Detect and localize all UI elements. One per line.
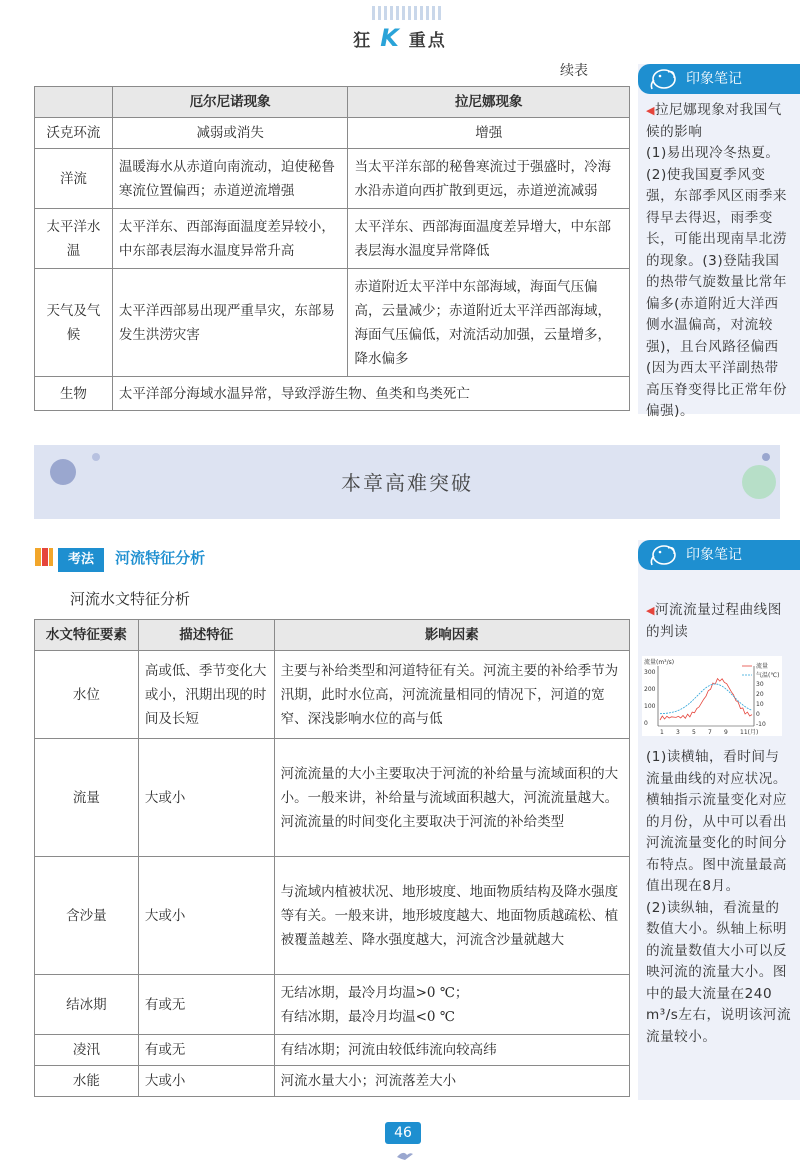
table-cell: 减弱或消失 [112, 118, 348, 149]
x-tick-label: 5 [692, 729, 696, 736]
row-label: 结冰期 [35, 975, 139, 1035]
table-header: 厄尔尼诺现象 [112, 87, 348, 118]
el-nino-la-nina-table [34, 86, 630, 411]
table-row [35, 651, 630, 739]
cell-line: 无结冰期，最冷月均温>0 ℃； [280, 984, 469, 1001]
row-label: 水能 [35, 1066, 139, 1097]
table-cell: 太平洋西部易出现严重旱灾，东部易发生洪涝灾害 [112, 269, 348, 377]
table-row [35, 149, 630, 209]
table-cell: 大或小 [138, 857, 274, 975]
triangle-icon: ◀ [646, 104, 655, 117]
triangle-icon: ◀ [646, 604, 655, 617]
table-cell: 大或小 [138, 739, 274, 857]
y-tick-label: 200 [644, 686, 656, 693]
chapter-banner-title: 本章高难突破 [341, 471, 473, 495]
y2-tick-label: 20 [756, 691, 764, 698]
row-label: 含沙量 [35, 857, 139, 975]
legend-flow: 流量 [756, 663, 769, 670]
table-header: 影响因素 [274, 620, 629, 651]
side-note-2 [638, 540, 800, 1100]
row-label: 沃克环流 [35, 118, 113, 149]
brand-text-a: 狂 [353, 31, 373, 51]
table-cell [274, 975, 629, 1035]
table-cell: 当太平洋东部的秘鲁寒流过于强盛时，冷海水沿赤道向西扩散到更远，赤道逆流减弱 [348, 149, 630, 209]
table-row [35, 975, 630, 1035]
table-row [35, 1035, 630, 1066]
book-icon [34, 546, 54, 568]
temperature-series [660, 684, 752, 714]
table-header: 水文特征要素 [35, 620, 139, 651]
table-row [35, 377, 630, 411]
section-title: 河流特征分析 [115, 549, 206, 567]
table-row [35, 209, 630, 269]
flow-series [660, 679, 752, 720]
brand-logo [0, 24, 800, 52]
side-note-header [638, 64, 800, 94]
side-note-body: (2)读纵轴，看流量的数值大小。纵轴上标明的流量数值大小可以反映河流的流量大小。图中的最大流量在240 m³/s左右，说明该河流流量较小。 [646, 899, 792, 1045]
table-cell: 河流水量大小；河流落差大小 [274, 1066, 629, 1097]
section-heading [34, 546, 205, 572]
decor-circle [762, 453, 770, 461]
side-note-header-label: 印象笔记 [686, 547, 742, 563]
table-cell: 太平洋部分海域水温异常，导致浮游生物、鱼类和鸟类死亡 [112, 377, 629, 411]
page-number: 46 [385, 1122, 421, 1144]
table-header: 描述特征 [138, 620, 274, 651]
x-tick-label: 9 [724, 729, 728, 736]
table-cell: 太平洋东、西部海面温度差异较小，中东部表层海水温度异常升高 [112, 209, 348, 269]
table-row [35, 1066, 630, 1097]
table-cell: 高或低、季节变化大或小，汛期出现的时间及长短 [138, 651, 274, 739]
river-discharge-chart [642, 656, 782, 736]
side-note-header [638, 540, 800, 570]
row-label: 流量 [35, 739, 139, 857]
table-cell: 增强 [348, 118, 630, 149]
table-row [35, 857, 630, 975]
bird-icon [395, 1148, 415, 1162]
table-cell: 与流域内植被状况、地形坡度、地面物质结构及降水强度等有关。一般来讲，地形坡度越大、地面物质越疏松、植被覆盖越差、降水强度越大，河流含沙量就越大 [274, 857, 629, 975]
table-cell: 太平洋东、西部海面温度差异增大，中东部表层海水温度异常降低 [348, 209, 630, 269]
brand-text-b: 重点 [408, 31, 447, 51]
table-row [35, 739, 630, 857]
y2-tick-label: 30 [756, 681, 764, 688]
table-cell: 河流流量的大小主要取决于河流的补给量与流域面积的大小。一般来讲，补给量与流域面积越大，河流流量越大。河流流量的时间变化主要取决于河流的补给类型 [274, 739, 629, 857]
y-tick-label: 0 [644, 720, 648, 727]
side-note-1 [638, 64, 800, 419]
table-cell: 赤道附近太平洋中东部海域，海面气压偏高，云量减少；赤道附近太平洋西部海域，海面气压偏低，对流活动加强，云量增多，降水偏多 [348, 269, 630, 377]
table-cell: 有结冰期；河流由较低纬流向较高纬 [274, 1035, 629, 1066]
table-cell: 主要与补给类型和河道特征有关。河流主要的补给季节为汛期，此时水位高，河流流量相同的情况下，河道的宽窄、深浅影响水位的高与低 [274, 651, 629, 739]
section-tag: 考法 [58, 548, 104, 572]
y2-tick-label: 10 [756, 701, 764, 708]
brand-k: K [380, 24, 401, 52]
elephant-icon [648, 66, 680, 92]
chapter-banner [34, 445, 780, 519]
cell-line: 有结冰期，最冷月均温<0 ℃ [280, 1008, 455, 1025]
table-cell: 温暖海水从赤道向南流动，迫使秘鲁寒流位置偏西；赤道逆流增强 [112, 149, 348, 209]
side-note-body: (1)易出现冷冬热夏。(2)使我国夏季风变强，东部季风区雨季来得早去得迟，雨季变长，可能出现南旱北涝的现象。(3)登陆我国的热带气旋数量比常年偏多(赤道附近大洋西侧水温偏高，对流较强)，且台风路径偏西(因为西太平洋副热带高压脊变得比正常年份偏强)。 [646, 145, 787, 419]
decor-circle [92, 453, 100, 461]
y2-tick-label: -10 [756, 721, 766, 728]
y-tick-label: 100 [644, 703, 656, 710]
header-decoration [372, 6, 442, 20]
table-header [35, 87, 113, 118]
y2-tick-label: 0 [756, 711, 760, 718]
x-tick-label: 7 [708, 729, 712, 736]
row-label: 洋流 [35, 149, 113, 209]
elephant-icon [648, 542, 680, 568]
row-label: 天气及气候 [35, 269, 113, 377]
row-label: 太平洋水温 [35, 209, 113, 269]
x-tick-label: 3 [676, 729, 680, 736]
side-note-title: 拉尼娜现象对我国气候的影响 [646, 102, 782, 140]
table-header: 拉尼娜现象 [348, 87, 630, 118]
chart-ylabel: 流量(m³/s) [644, 659, 675, 666]
section-subtitle: 河流水文特征分析 [70, 590, 191, 608]
legend-temp: 气温(℃) [756, 672, 780, 679]
river-hydrology-table [34, 619, 630, 1097]
side-note-title: 河流流量过程曲线图的判读 [646, 602, 782, 640]
table-cell: 有或无 [138, 1035, 274, 1066]
side-note-body: (1)读横轴，看时间与流量曲线的对应状况。横轴指示流量变化对应的月份，从中可以看出河流流量变化的时间分布特点。图中流量最高值出现在8月。 [646, 749, 787, 894]
row-label: 水位 [35, 651, 139, 739]
row-label: 凌汛 [35, 1035, 139, 1066]
table-cell: 大或小 [138, 1066, 274, 1097]
y-tick-label: 300 [644, 669, 656, 676]
x-tick-label: 11(月) [740, 729, 759, 736]
table-row [35, 269, 630, 377]
table-row [35, 118, 630, 149]
side-note-header-label: 印象笔记 [686, 71, 742, 87]
table-cell: 有或无 [138, 975, 274, 1035]
x-tick-label: 1 [660, 729, 664, 736]
continued-label: 续表 [560, 63, 588, 79]
row-label: 生物 [35, 377, 113, 411]
